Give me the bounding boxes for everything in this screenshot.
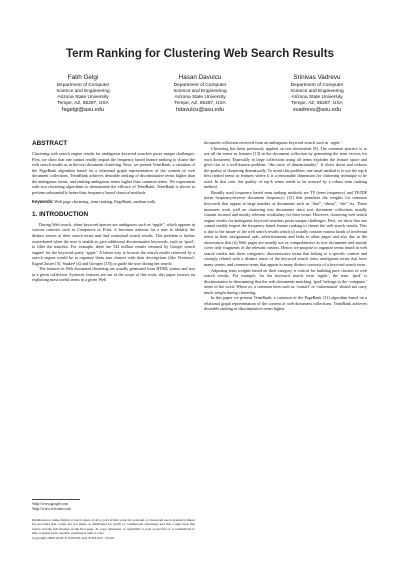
intro-heading: 1. INTRODUCTION xyxy=(32,210,89,218)
keywords xyxy=(32,199,195,205)
body-text: terms that have many senses, and xyxy=(204,256,367,268)
author-email: hdavulcu@asu.edu xyxy=(176,107,224,114)
author-block xyxy=(28,74,372,114)
abstract-heading: ABSTRACT xyxy=(32,140,68,147)
author-dept: Science and Engineering xyxy=(56,89,110,95)
author-3 xyxy=(262,74,372,114)
keywords-label: Keywords: xyxy=(32,199,54,205)
right-paragraph-5: In this paper we present TermRank, a variation of the PageRank [11] algorithm based on a relational graph representation of the content of web document collections. TermRank achieves desirable ranking of discriminative terms higher xyxy=(204,295,367,312)
author-univ: Arizona State University xyxy=(57,95,109,101)
body-emphasis: discriminative xyxy=(266,250,291,256)
author-city: Tempe, AZ, 85287, USA xyxy=(57,101,109,107)
body-text: document collection retrieved from an ambiguous keyword search such as xyxy=(204,140,330,145)
author-email: fagelgi@asu.edu xyxy=(61,107,105,114)
intro-paragraph-2: The features in Web document clustering are usually generated from HTML syntax and text in a given collection. Syntactic features are out of the scope of this work; this paper focuses on exploiting most useful terms in a given Web xyxy=(32,266,195,283)
permission-notice: Permission to make digital or hard copies of all or part of this work for personal or classroom use is granted without fee provided that copies are not made or distributed for profit or commercial advantage and that copies bear this notice and the full citation on the first page. To copy otherwise, to republish, to post on servers or to redistribute to lists, requires prior specific permission and/or a fee. xyxy=(32,517,195,536)
body-text: Broadly used frequency based term ranking methods are TF (term frequency) and TF/IDF (term frequency/inverse document frequency) [13] that penalizes the weights for common keywords that appear in large number of documents such as “that”, “about”, “the” etc. These measures work well on clustering text documents since text document collections usually contain focused and mostly relevant vocabulary for their terms. However, clustering web search engine results for ambiguous keyword searches poses unique challenges. First, we show that one cannot readily import the frequency based feature ranking to cluster the web search results. This is due to the nature of the web search results which (i) usually contain various kinds of irrelevant terms in their navigational aids, advertisements and links to other pages and also due to the observation that (ii) Web pages are usually not as comprehensive as text documents and mostly cover only fragments of the relevant context. Hence, we propose to organize terms found in web search results into three categories: xyxy=(204,189,367,256)
body-text: . xyxy=(341,140,343,145)
author-city: Tempe, AZ, 85287, USA xyxy=(174,101,226,107)
footnote-1: ¹http://www.google.com xyxy=(32,502,68,506)
right-paragraph-3 xyxy=(204,190,367,268)
body-emphasis: ambiguous xyxy=(320,256,339,262)
intro-emphasis: Fruit xyxy=(102,227,112,233)
left-column xyxy=(32,140,195,283)
author-dept: Department of Computer xyxy=(56,83,110,88)
right-paragraph-4: Adjusting term weights based on their category is critical for building pure clusters of web search results. For example, for the keyword search term ‘apple’, the term ‘ipod’ is discriminative in determining that the web documents matching ‘ipod’ belongs to the ‘computer’ sense of the word. Where as, a common term such as ‘contact’ or ‘information’ should not carry much weight during clustering. xyxy=(204,267,367,295)
intro-emphasis: Computers xyxy=(77,227,96,233)
right-paragraph-2: Clustering has been previously applied on text documents [8]. The common practice is to use all the terms as features [13] in the document collection by generating the term vectors for each document. Especially in large collections using all terms explodes the feature space and gives rise to a well-known problem, “the curse of dimensionality”. It slows down and reduces the quality of clustering dramatically. To avoid this problem, one usual method is to use the top-k best ranked terms as features where k is a reasonable dimension for clustering technique to be used. In that case, the quality of top-k terms needs to be assured by a robust term ranking method. xyxy=(204,145,367,190)
footnote-rule xyxy=(32,499,80,500)
footnote-2: ²http://www.vivisimo.com xyxy=(32,506,71,511)
author-2 xyxy=(145,74,255,114)
author-dept: Department of Computer xyxy=(290,83,344,88)
author-univ: Arizona State University xyxy=(291,95,343,101)
body-emphasis: common xyxy=(234,262,249,268)
paper-title: Term Ranking for Clustering Web Search Results xyxy=(66,48,334,60)
body-text: terms that belong to a specific context and strongly related with a distinct sense of the keyword search term, xyxy=(204,250,367,262)
intro-paragraph-1 xyxy=(32,222,195,266)
abstract-text: Clustering web search engine results for ambiguous keyword searches poses unique challenges. First, we show that one cannot readily import the frequency based feature ranking to cluster the web search results as in the text document clustering. Next, we present TermRank, a variation of the PageRank algorithm based on a relational graph representation of the content of web document collections. TermRank achieves desirable ranking of discriminative terms higher than the ambiguous terms, and ranking ambiguous terms higher than common terms. We experiment with two clustering algorithms to demonstrate the efficacy of TermRank. TermRank is shown to perform substantially better than frequency based classical methods. xyxy=(32,151,195,195)
author-name: Srinivas Vadrevu xyxy=(293,74,341,81)
intro-text: or xyxy=(95,227,103,233)
footnote-block xyxy=(32,496,195,540)
author-dept: Science and Engineering xyxy=(290,89,344,95)
right-column xyxy=(204,140,367,312)
author-email: svadrevu@asu.edu xyxy=(292,107,342,114)
author-name: Fatih Gelgi xyxy=(67,74,99,81)
keywords-text: Web page clustering, term ranking, PageRank, random walk. xyxy=(54,199,157,205)
intro-text: During Web search, when keyword queries are ambiguous such as “apple”, which appears in various contexts such as xyxy=(32,221,195,233)
intro-text: , it becomes arduous for a user to identify the distinct senses of their search terms and find contextual search results. This problem is further exacerbated when the user is unable to give additional discriminative keywords, such as ‘ipod’, to filter the matches. For example, there are 544 million results returned by Google search engine¹ for the keyword query ‘apple’. A better way to browse the search results retrieved by a search engine would be to organize them into clusters with their descriptions (like Vivísimo², KigenCluster [3], Snaket³ [4] and Grouper [15]) to guide the user during her search. xyxy=(32,227,195,266)
author-dept: Department of Computer xyxy=(173,83,227,88)
copyright-notice: Copyright 200X ACM X-XXXXX-XX-X/XX/XX ...$5.00. xyxy=(32,535,115,540)
author-1 xyxy=(28,74,138,114)
author-city: Tempe, AZ, 85287, USA xyxy=(291,101,343,107)
body-text: terms that appear in many distinct contexts of a keyword search term. xyxy=(248,262,367,268)
body-emphasis: ‘apple’ xyxy=(329,140,342,145)
author-name: Hasan Davulcu xyxy=(178,74,222,81)
author-dept: Science and Engineering xyxy=(173,89,227,95)
author-univ: Arizona State University xyxy=(174,95,226,101)
